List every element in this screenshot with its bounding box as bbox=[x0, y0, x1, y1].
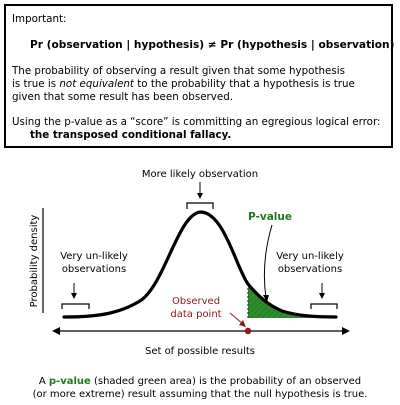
formula: Pr (observation | hypothesis) ≠ Pr (hypothesis | observation) bbox=[30, 39, 395, 51]
observed-label-line2: data point bbox=[170, 309, 222, 320]
pvalue-pointer bbox=[264, 225, 272, 298]
caption-pvalue-term: p-value bbox=[48, 376, 91, 387]
right-unlikely-label-line1: Very un-likely bbox=[276, 251, 344, 262]
not-equivalent-emphasis: not equivalent bbox=[59, 78, 134, 90]
para1-line1: The probability of observing a result given that some hypothesis bbox=[12, 65, 345, 77]
pvalue-label: P-value bbox=[248, 211, 292, 223]
para2-line1: Using the p-value as a “score” is committing an egregious logical error: bbox=[12, 116, 381, 128]
right-unlikely-arrowhead bbox=[319, 293, 325, 299]
right-unlikely-bracket bbox=[311, 304, 337, 309]
x-axis-right-arrow bbox=[342, 327, 350, 335]
left-unlikely-bracket bbox=[62, 304, 89, 309]
left-unlikely-label-line2: observations bbox=[61, 264, 127, 275]
para1-line2-start: is true is bbox=[12, 78, 60, 90]
observed-label-line1: Observed bbox=[171, 296, 221, 307]
caption bbox=[0, 375, 400, 401]
caption-line1-end: (shaded green area) is the probability of an observed bbox=[90, 376, 362, 387]
caption-line1 bbox=[0, 375, 400, 388]
left-unlikely-arrowhead bbox=[71, 293, 77, 299]
more-likely-bracket bbox=[187, 203, 213, 209]
y-axis-label: Probability density bbox=[29, 214, 40, 308]
caption-line2: (or more extreme) result assuming that the null hypothesis is true. bbox=[32, 389, 368, 400]
pvalue-diagram bbox=[0, 155, 400, 370]
more-likely-label: More likely observation bbox=[141, 169, 259, 180]
observed-data-point bbox=[245, 328, 251, 334]
x-axis-left-arrow bbox=[52, 327, 60, 335]
right-unlikely-label-line2: observations bbox=[277, 264, 343, 275]
para1-line3: given that some result has been observed. bbox=[12, 91, 234, 103]
note-heading: Important: bbox=[12, 13, 67, 25]
para1-line2 bbox=[12, 78, 355, 91]
fallacy-name: the transposed conditional fallacy. bbox=[30, 129, 232, 141]
x-axis-label: Set of possible results bbox=[144, 346, 256, 357]
para1-line2-end: to the probability that a hypothesis is true bbox=[133, 78, 355, 90]
more-likely-arrowhead bbox=[197, 193, 203, 199]
left-unlikely-label-line1: Very un-likely bbox=[60, 251, 128, 262]
caption-line1-start: A bbox=[38, 376, 49, 387]
